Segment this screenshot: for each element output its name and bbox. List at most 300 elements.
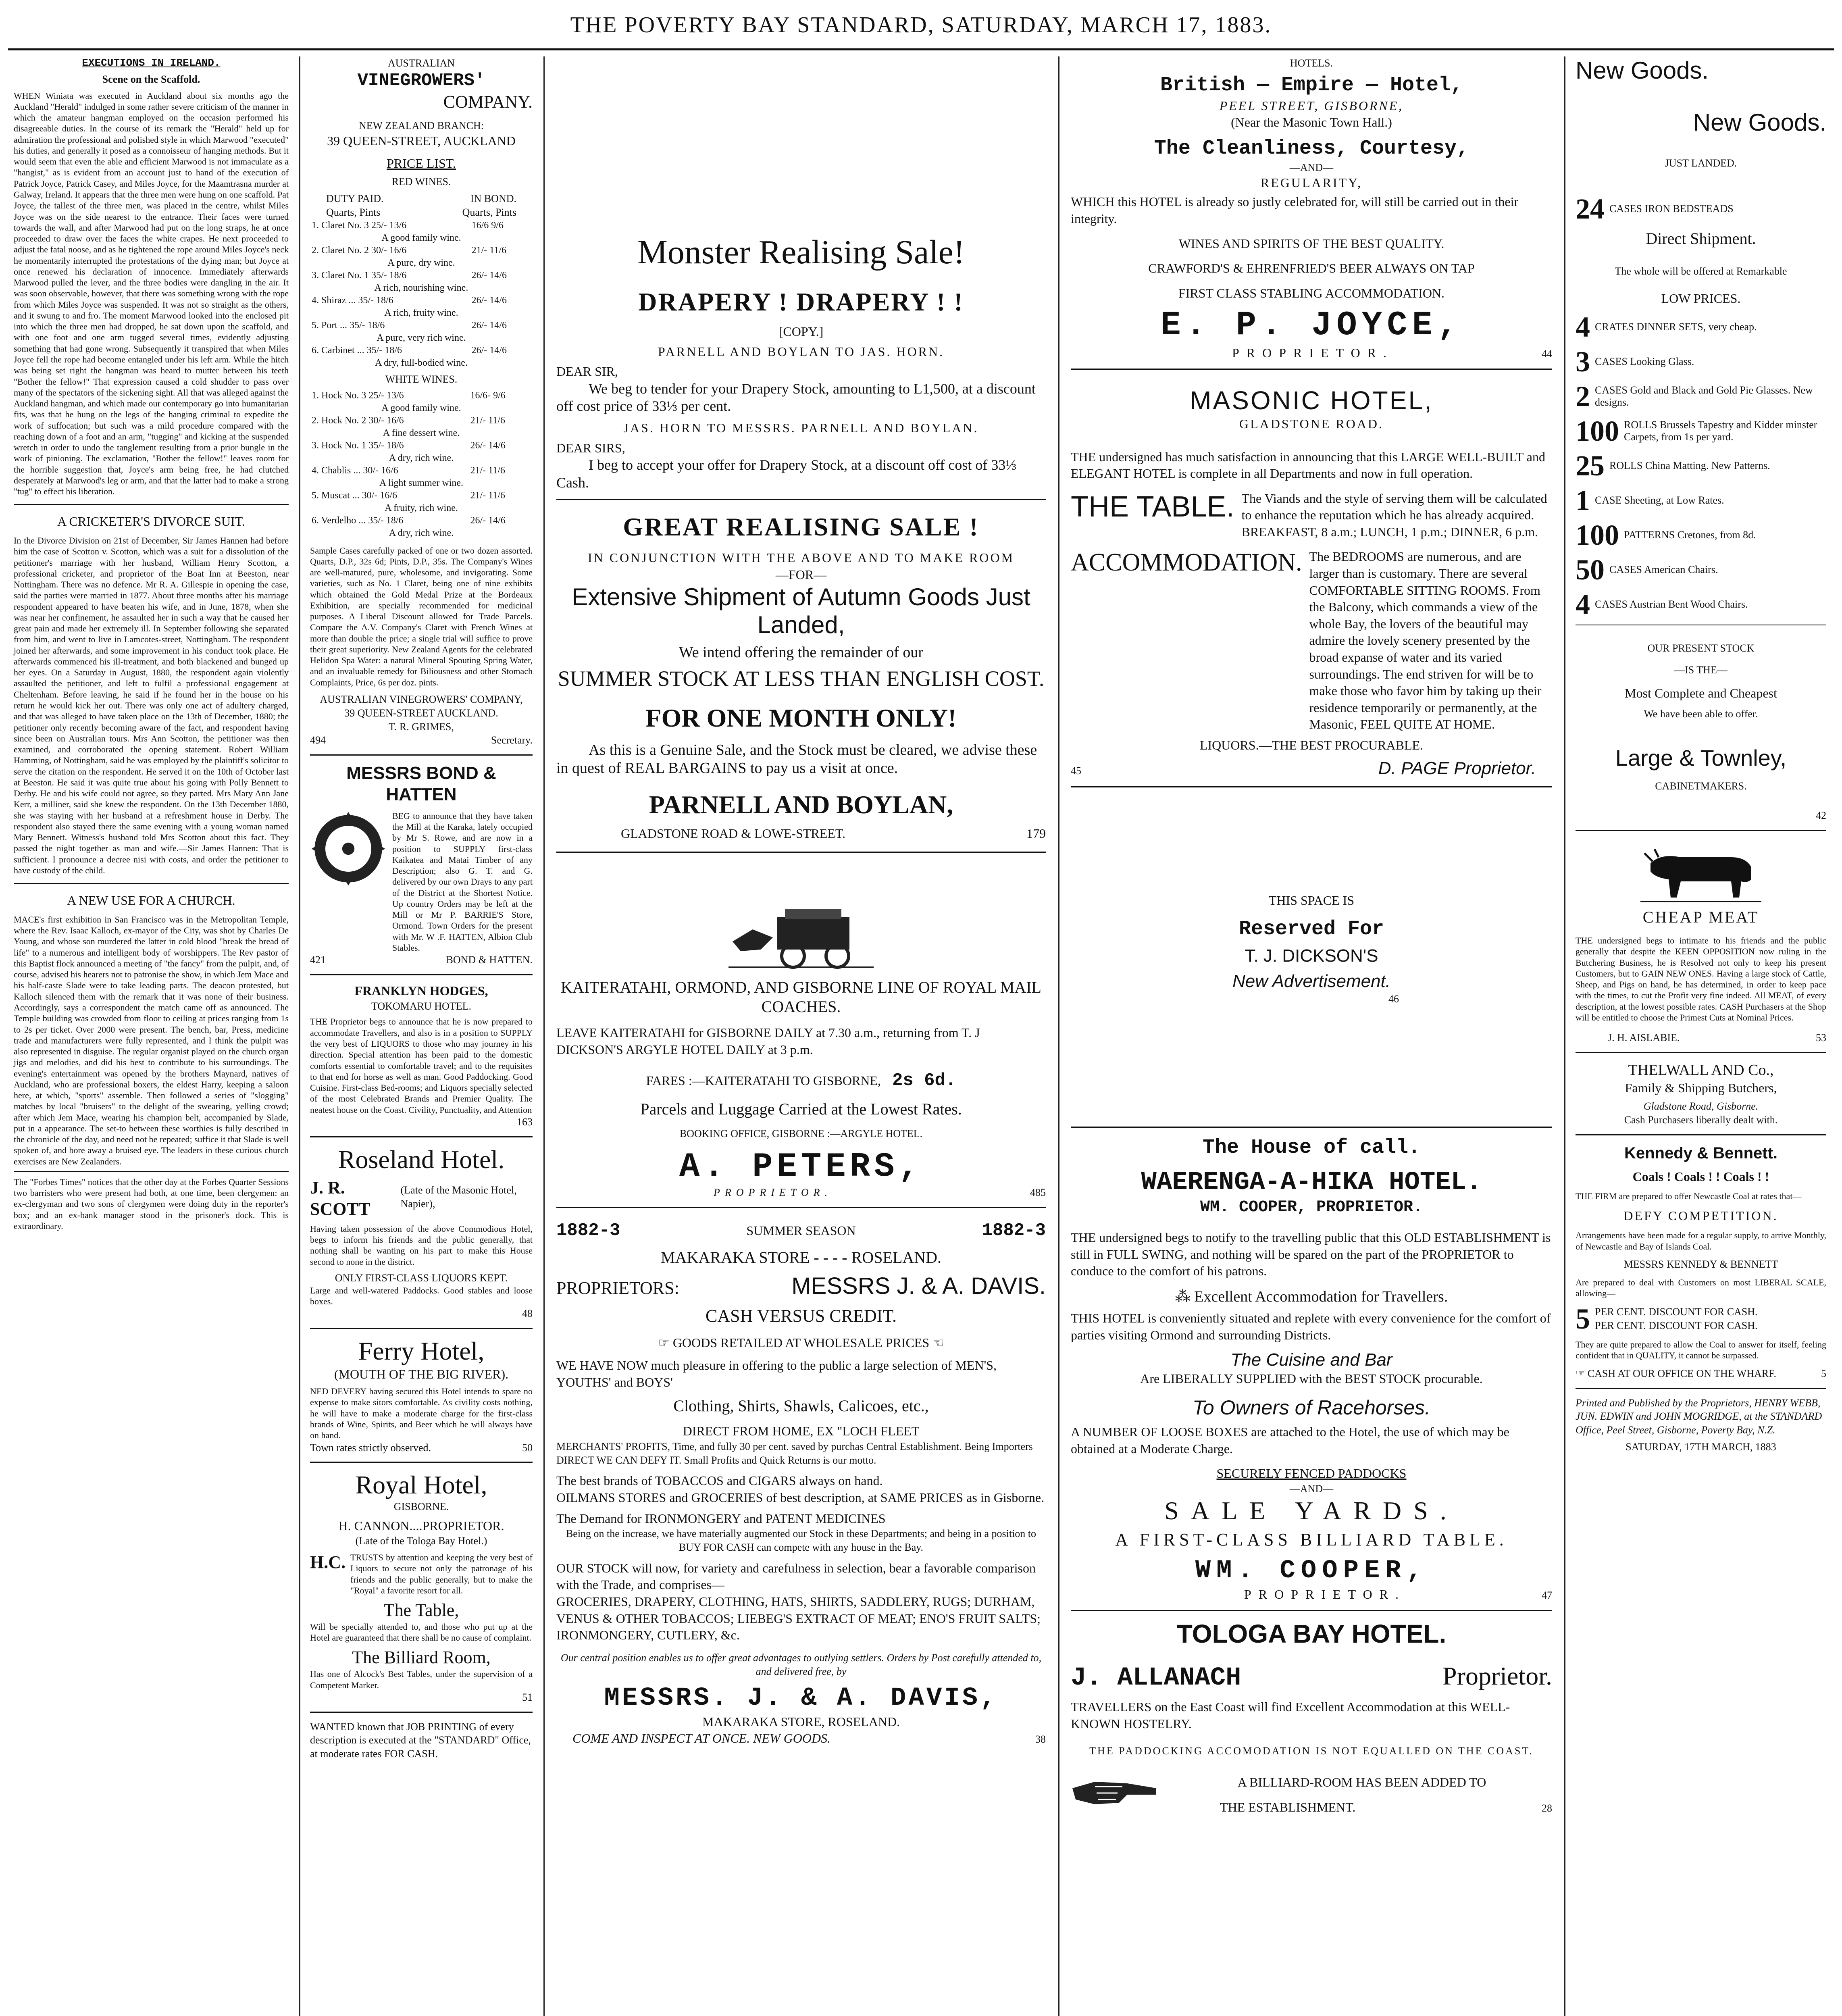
letter1-head: PARNELL AND BOYLAN TO JAS. HORN. (658, 344, 945, 359)
divorce-title: A CRICKETER'S DIVORCE SUIT. (57, 514, 245, 529)
divider (14, 504, 289, 505)
page-footer (1071, 758, 1552, 779)
parnell-address: GLADSTONE ROAD & LOWE-STREET. (621, 826, 845, 841)
reserved-for: Reserved For (1238, 918, 1384, 941)
table-row (310, 257, 533, 269)
divider (14, 1171, 289, 1172)
ferry-footer (310, 1441, 533, 1455)
divider (1071, 1610, 1552, 1611)
item-count: 24 (1576, 192, 1605, 225)
table-row (310, 427, 533, 439)
we-have: WE HAVE NOW much pleasure in offering to the public a large selection of MEN'S, YOUTHS' and BOYS' (556, 1358, 997, 1389)
loose-boxes: A NUMBER OF LOOSE BOXES are attached to the Hotel, the use of which may be obtained at a Moderate Charge. (1071, 1424, 1509, 1456)
cooper-name: WM. COOPER, (1195, 1556, 1428, 1585)
cuisine-bar: The Cuisine and Bar (1230, 1350, 1392, 1370)
wine-desc: A fruity, rich wine. (385, 502, 458, 513)
vine-branch: NEW ZEALAND BRANCH: (358, 120, 484, 132)
column-rule (1564, 56, 1565, 2016)
dear-sir: DEAR SIR, (556, 364, 618, 379)
just-landed: JUST LANDED. (1665, 157, 1737, 169)
table-body: The Viands and the style of serving them will be calculated to enhance the reputation which he has already acquired. BREAKFAST, 8 a.m.; LUNCH, 1 p.m.; DINNER, 6 p.m. (1241, 491, 1547, 539)
parcels: Parcels and Luggage Carried at the Lowest Rates. (640, 1100, 962, 1118)
office (1576, 1367, 1776, 1381)
establishment-row (1172, 1799, 1552, 1816)
column-rule (543, 56, 545, 2016)
table-row (310, 332, 533, 344)
fares (556, 1070, 1046, 1091)
summer-stock: SUMMER STOCK AT LESS THAN ENGLISH COST. (558, 666, 1045, 691)
discount-line: PER CENT. DISCOUNT FOR CASH. (1595, 1306, 1758, 1318)
tobacco: The best brands of TOBACCOS and CIGARS always on hand. (556, 1473, 883, 1488)
aislabie-footer (1576, 1031, 1826, 1045)
discount-lines (1595, 1305, 1758, 1333)
ad-number: 44 (1542, 348, 1552, 360)
item-desc: CASE Sheeting, at Low Rates. (1595, 494, 1724, 506)
peters-footer (556, 1186, 1046, 1200)
list-item (1576, 555, 1826, 584)
house-of-call: The House of call. (1202, 1136, 1421, 1160)
masonic-body: THE undersigned has much satisfaction in announcing that this LARGE WELL-BUILT and ELEGANT HOTEL is complete in all Departments and now in full operation. (1071, 449, 1545, 481)
table-row (310, 282, 533, 294)
our-stock: OUR STOCK will now, for variety and carefulness in selection, bear a favorable comparison with the Trade, and comprises— (556, 1560, 1036, 1592)
wine-desc: A dry, rich wine. (389, 452, 454, 463)
royal-title: Royal Hotel, (355, 1470, 487, 1500)
wine-name: 3. Hock No. 1 35/- 18/6 (312, 440, 404, 451)
cleanliness: The Cleanliness, Courtesy, (1154, 137, 1469, 160)
ad-number: 42 (1816, 810, 1826, 822)
red-wines: RED WINES. (391, 176, 451, 188)
wine-name: 4. Shiraz ... 35/- 18/6 (312, 295, 393, 306)
wine-bond: 21/- 11/6 (470, 415, 505, 426)
messrs-kb: MESSRS KENNEDY & BENNETT (1623, 1258, 1778, 1270)
royal-hc-block (310, 1552, 533, 1596)
clothing: Clothing, Shirts, Shawls, Calicoes, etc., (673, 1397, 929, 1415)
royal-hc: H.C. (310, 1552, 346, 1572)
item-count: 100 (1576, 519, 1619, 552)
fares-price: 2s 6d. (892, 1070, 956, 1091)
season-right: 1882-3 (982, 1220, 1046, 1241)
joyce-proprietor: PROPRIETOR. (1232, 345, 1394, 360)
wine-bond: 26/- 14/6 (471, 270, 507, 281)
ad-number: 45 (1071, 764, 1081, 777)
cabinetmakers: CABINETMAKERS. (1655, 780, 1747, 792)
roseland-proprietor (310, 1177, 533, 1220)
quarts-pints-label: Quarts, Pints (462, 206, 516, 218)
hand-pointer-icon: ☞ (1576, 1367, 1588, 1379)
bond-sign: BOND & HATTEN. (446, 954, 533, 966)
demand-body: Being on the increase, we have materially augmented our Stock in these Departments; and being in a position to BUY FOR CASH can compete with any house in the Bay. (566, 1528, 1037, 1553)
divider (310, 1328, 533, 1329)
racehorses: To Owners of Racehorses. (1192, 1396, 1431, 1419)
travellers: TRAVELLERS on the East Coast will find Excellent Accommodation at this WELL-KNOWN HOSTELRY. (1071, 1699, 1510, 1731)
ad-number: 421 (310, 954, 326, 966)
gladstone-road: Gladstone Road, Gisborne. (1643, 1100, 1759, 1112)
oilmans: OILMANS STORES and GROCERIES of best description, at SAME PRICES as in Gisborne. (556, 1490, 1045, 1505)
direct-from-home: DIRECT FROM HOME, EX "LOCH FLEET (683, 1424, 920, 1439)
direct-shipment: Direct Shipment. (1646, 229, 1756, 248)
table-row (310, 477, 533, 489)
ferry-rates: Town rates strictly observed. (310, 1441, 431, 1454)
present-stock: OUR PRESENT STOCK (1647, 642, 1755, 654)
large-townley: Large & Townley, (1615, 745, 1787, 771)
proprietors-label: PROPRIETORS: (556, 1278, 679, 1298)
proprietors-row (556, 1273, 1046, 1300)
british-title: British — Empire — Hotel, (1160, 73, 1463, 97)
peters-proprietor: PROPRIETOR. (714, 1187, 832, 1199)
wine-name: 5. Muscat ... 30/- 16/6 (312, 490, 397, 501)
wine-bond: 21/- 11/6 (471, 245, 507, 256)
wine-desc: A dry, rich wine. (389, 527, 454, 538)
franklyn-subtitle: TOKOMARU HOTEL. (371, 1000, 471, 1012)
wine-name: 3. Claret No. 1 35/- 18/6 (312, 270, 407, 281)
peters-name: A. PETERS, (679, 1148, 923, 1186)
ad-number: 51 (522, 1691, 533, 1703)
wine-desc: A fine dessert wine. (383, 427, 460, 438)
quite-body: They are quite prepared to allow the Coal to answer for itself, feeling confident that in QUALITY, it cannot be surpassed. (1576, 1339, 1826, 1361)
accommodation-block (1071, 548, 1552, 733)
wine-bond: 21/- 11/6 (470, 465, 505, 476)
hand-pointer-icon: ☞ (658, 1335, 673, 1350)
divider (1071, 369, 1552, 370)
item-count: 3 (1576, 346, 1590, 378)
divider (556, 852, 1046, 853)
wine-desc: A pure, very rich wine. (377, 332, 466, 343)
cash-purchasers: Cash Purchasers liberally dealt with. (1624, 1114, 1778, 1126)
executions-subtitle: Scene on the Scaffold. (102, 73, 200, 85)
is-the: —IS THE— (1674, 664, 1728, 676)
page-proprietor: D. PAGE Proprietor. (1378, 758, 1536, 778)
joyce-footer (1071, 345, 1552, 362)
excellent (1071, 1288, 1552, 1306)
wine-name: 1. Claret No. 3 25/- 13/6 (312, 220, 407, 231)
new-goods-1: New Goods. (1576, 57, 1709, 84)
roseland-title: Roseland Hotel. (338, 1145, 505, 1174)
davis-name: MESSRS. J. & A. DAVIS, (604, 1684, 998, 1713)
which-hotel: WHICH this HOTEL is already so justly celebrated for, will still be carried out in their integrity. (1071, 194, 1519, 226)
column-2 (300, 56, 542, 2016)
ad-number: 163 (517, 1116, 533, 1128)
fares-label: FARES :—KAITERATAHI TO GISBORNE, (646, 1073, 881, 1088)
sale-yards: SALE YARDS. (1164, 1496, 1459, 1525)
executions-title: EXECUTIONS IN IRELAND. (82, 57, 221, 69)
franklyn-body: THE Proprietor begs to announce that he is now prepared to accommodate Travellers, and also is in a position to SUPPLY the very best of LIQUORS to those who may journey in his direction. Special attention has been paid to the domestic comforts essential to comfortable travel; and to the requisites to that end for horse as well as man. Good Paddocking. Good Cuisine. First-class Bed-rooms; and Liquors specially selected of the most Celebrated Brands and Premier Quality. The neatest house on the Coast. Civility, Punctuality, and Attention (310, 1016, 533, 1115)
table-row (310, 414, 533, 427)
item-count: 100 (1576, 415, 1619, 448)
royal-table-body: Will be specially attended to, and those who put up at the Hotel are guaranteed that there shall be no cause of complaint. (310, 1621, 533, 1643)
mail-coach-icon (728, 901, 874, 970)
divider (14, 883, 289, 884)
table-row (310, 269, 533, 282)
list-item (1576, 312, 1826, 342)
billiard-room-block (1071, 1774, 1552, 1816)
vine-title: VINEGROWERS' (357, 70, 485, 91)
roseland-only: ONLY FIRST-CLASS LIQUORS KEPT. (335, 1272, 508, 1284)
table-row (310, 402, 533, 414)
dickson: T. J. DICKSON'S (1245, 946, 1378, 966)
stabling: FIRST CLASS STABLING ACCOMMODATION. (1178, 285, 1445, 300)
coals: Coals ! Coals ! ! Coals ! ! (1632, 1169, 1769, 1184)
drapery-title: DRAPERY ! DRAPERY ! ! (638, 287, 964, 317)
ad-number: 179 (1026, 826, 1046, 841)
billiard-room: A BILLIARD-ROOM HAS BEEN ADDED TO (1237, 1775, 1486, 1790)
davis-address: MAKARAKA STORE, ROSELAND. (702, 1714, 900, 1729)
roseland-name: J. R. SCOTT (310, 1178, 370, 1219)
liquors: LIQUORS.—THE BEST PROCURABLE. (1199, 738, 1424, 753)
conjunction: IN CONJUNCTION WITH THE ABOVE AND TO MAKE ROOM (587, 550, 1015, 565)
goods-retailed-text: GOODS RETAILED AT WHOLESALE PRICES (672, 1335, 930, 1350)
vine-body: Sample Cases carefully packed of one or two dozen assorted. Quarts, D.P., 32s 6d; Pints, D.P., 35s. The Company's Wines are well-matured, pure, wholesome, and invigorating. Some varieties, such as No. 1 Claret, being one of nine exhibits which obtained the Gold Medal Prize at the Bordeaux Exhibition, are specially recommended for medicinal purposes. A Liberal Discount allowed for Trade Parcels. Compare the A.V. Company's Claret with French Wines at more than double the price; a single trial will suffice to prove their great superiority. New Zealand Agents for the celebrated Helidon Spa Water: a natural Mineral Spouting Spring Water, and an invaluable remedy for Biliousness and other Stomach Complaints, Price, 6s per doz. pints. (310, 545, 533, 687)
item-desc: ROLLS China Matting. New Patterns. (1609, 460, 1770, 472)
table-row (310, 502, 533, 514)
table-row (310, 489, 533, 502)
bull-icon (1640, 843, 1761, 904)
vine-title2: COMPANY. (443, 92, 533, 112)
bond-ad (310, 810, 533, 953)
defy-competition: DEFY COMPETITION. (1623, 1208, 1778, 1223)
wine-desc: A good family wine. (381, 402, 461, 413)
franklyn-title: FRANKLYN HODGES, (354, 983, 488, 998)
royal-subtitle: GISBORNE. (393, 1500, 449, 1512)
coach-body: LEAVE KAITERATAHI for GISBORNE DAILY at 7.30 a.m., returning from T. J DICKSON'S ARGYLE HOTEL DAILY at 3 p.m. (556, 1025, 980, 1057)
monster-title: Monster Realising Sale! (637, 233, 965, 271)
divider (556, 499, 1046, 500)
wine-bond: 26/- 14/6 (470, 515, 506, 526)
divider (1071, 1127, 1552, 1128)
roseland-body: Having taken possession of the above Commodious Hotel, begs to inform his friends and the public generally, that nothing shall be wanting on his part to make this House second to none in the district. (310, 1223, 533, 1267)
divider (1576, 1052, 1826, 1053)
wine-name: 2. Claret No. 2 30/- 16/6 (312, 245, 407, 256)
list-item (1576, 382, 1826, 411)
item-desc: CASES IRON BEDSTEADS (1609, 202, 1734, 215)
printed-by: Printed and Published by the Proprietors, HENRY WEBB, JUN. EDWIN and JOHN MOGRIDGE, at the STANDARD Office, Peel Street, Gisborne, Poverty Bay, N.Z. (1576, 1397, 1822, 1436)
quarts-pints-label: Quarts, Pints (326, 206, 381, 218)
table-block (1071, 490, 1552, 541)
wine-name: 4. Chablis ... 30/- 16/6 (312, 465, 398, 476)
discount-line: PER CENT. DISCOUNT FOR CASH. (1595, 1320, 1758, 1332)
thelwall: THELWALL AND Co., (1628, 1062, 1774, 1079)
liberally: Are LIBERALLY SUPPLIED with the BEST STOCK procurable. (1140, 1371, 1483, 1386)
wine-name: 6. Verdelho ... 35/- 18/6 (312, 515, 404, 526)
discount-count: 5 (1576, 1303, 1590, 1335)
goods-retailed (556, 1335, 1046, 1352)
discount-block (1576, 1304, 1826, 1333)
royal-table-title: The Table, (383, 1600, 459, 1620)
royal-billiard-body: Has one of Alcock's Best Tables, under the supervision of a Competent Marker. (310, 1669, 533, 1690)
ad-number: 5 (1821, 1367, 1826, 1379)
asterism-icon: ⁂ (1175, 1288, 1195, 1305)
and-label: —AND— (1289, 1483, 1334, 1495)
list-item (1576, 486, 1826, 515)
coach-title: KAITERATAHI, ORMOND, AND GISBORNE LINE OF ROYAL MAIL COACHES. (561, 978, 1041, 1016)
roseland-late: (Late of the Masonic Hotel, Napier), (400, 1184, 517, 1210)
accommodation-body: The BEDROOMS are numerous, and are larger than is customary. There are several COMFORTABLE SITTING ROOMS. From the Balcony, which commands a view of the whole Bay, the lovers of the beautiful may admire the lovely scenery presented by the broad expanse of water and its varied surroundings. The end striven for will be to make those who favor him by taking up their residence temporarily or permanently, at the Masonic, FEEL QUITE AT HOME. (1309, 549, 1542, 732)
wine-name: 6. Carbinet ... 35/- 18/6 (312, 345, 402, 356)
pointing-hand-icon (1071, 1777, 1159, 1813)
divider (310, 1712, 533, 1713)
aislabie-name: J. H. AISLABIE. (1608, 1032, 1680, 1044)
table-row (310, 389, 533, 402)
new-goods-2: New Goods. (1693, 109, 1826, 136)
divider (310, 1136, 533, 1137)
wanted-body: WANTED known that JOB PRINTING of every description is executed at the "STANDARD" Office, at moderate rates FOR CASH. (310, 1720, 531, 1760)
regularity: REGULARITY, (1260, 175, 1363, 190)
table-row (310, 439, 533, 452)
kennedy-bennett: Kennedy & Bennett. (1624, 1144, 1778, 1162)
cooper-proprietor-line: WM. COOPER, PROPRIETOR. (1200, 1198, 1423, 1216)
item-desc: CASES Gold and Black and Gold Pie Glasses. New designs. (1595, 384, 1813, 408)
church-title: A NEW USE FOR A CHURCH. (67, 893, 235, 908)
divider (1576, 1134, 1826, 1135)
in-bond: IN BOND. (470, 193, 516, 205)
table-row (310, 219, 533, 232)
royal-billiard-title: The Billiard Room, (352, 1647, 491, 1668)
allanach-row (1071, 1661, 1552, 1693)
publication-date: SATURDAY, 17TH MARCH, 1883 (1626, 1441, 1776, 1453)
space-is: THIS SPACE IS (1268, 893, 1355, 908)
divider (310, 1462, 533, 1463)
wine-desc: A rich, fruity wine. (384, 307, 458, 318)
table-row (310, 232, 533, 244)
come-inspect: COME AND INSPECT AT ONCE. NEW GOODS. (572, 1731, 831, 1746)
vine-address: 39 QUEEN-STREET, AUCKLAND (327, 133, 516, 148)
firm-body: THE FIRM are prepared to offer Newcastle Coal at rates that— (1576, 1191, 1802, 1202)
ad-number: 47 (1542, 1589, 1552, 1601)
the-table: THE TABLE. (1071, 490, 1234, 523)
item-count: 4 (1576, 588, 1590, 621)
meat-body: THE undersigned begs to intimate to his friends and the public generally that despite the KEEN OPPOSITION now ruling in the Butchering Business, he is Resolved not only to keep his present Customers, but to GAIN NEW ONES. Having a large stock of Cattle, Sheep, and Pigs on hand, he has determined, in order to keep pace with the times, to cut the Profit very fine indeed. All MEAT, of every description, at the lowest possible rates. CASH Purchasers at the Shop will be entitled to choose the Primest Cuts at Nominal Prices. (1576, 935, 1826, 1023)
conveniently: THIS HOTEL is conveniently situated and replete with every convenience for the comfort of parties visiting Ormond and surrounding Districts. (1071, 1311, 1551, 1342)
accommodation: ACCOMMODATION. (1071, 549, 1302, 577)
parnell-boylan: PARNELL AND BOYLAN, (649, 790, 953, 819)
table-row (310, 307, 533, 319)
list-item (1576, 194, 1826, 223)
ad-number: 38 (1035, 1733, 1046, 1745)
davis-footer (556, 1730, 1046, 1747)
excellent-text: Excellent Accommodation for Travellers. (1194, 1288, 1448, 1305)
one-month: FOR ONE MONTH ONLY! (645, 704, 957, 733)
dear-sirs: DEAR SIRS, (556, 440, 625, 455)
wine-desc: A pure, dry wine. (387, 257, 455, 268)
vine-secretary: Secretary. (491, 734, 533, 746)
wine-bond: 16/6- 9/6 (470, 390, 506, 401)
near-masonic: (Near the Masonic Town Hall.) (1231, 115, 1392, 130)
masonic-title: MASONIC HOTEL, (1190, 386, 1433, 415)
vine-footer (310, 733, 533, 747)
season-mid: SUMMER SEASON (746, 1223, 856, 1238)
price-list: PRICE LIST. (387, 156, 456, 171)
and-label: —AND— (1289, 161, 1334, 173)
vine-sign: AUSTRALIAN VINEGROWERS' COMPANY, (320, 694, 523, 706)
masonic-address: GLADSTONE ROAD. (1239, 416, 1384, 431)
ad-number: 494 (310, 734, 326, 746)
peel-street: PEEL STREET, GISBORNE, (1219, 98, 1404, 113)
table-row (310, 514, 533, 527)
quarts-pints (310, 206, 533, 219)
table-row (310, 357, 533, 369)
roseland-paddocks: Large and well-watered Paddocks. Good stables and loose boxes. (310, 1285, 533, 1306)
item-count: 25 (1576, 450, 1605, 482)
wine-bond: 26/- 14/6 (471, 295, 507, 306)
low-prices: LOW PRICES. (1661, 291, 1741, 306)
bond-body: BEG to announce that they have taken the Mill at the Karaka, lately occupied by Mr S. Rowe, and are now in a position to SUPPLY first-class Kaikatea and Matai Timber of any Description; also G. T. and G. delivered by our own Drays to any part of the District at the Shortest Notice. Up country Orders may be left at the Mill or Mr P. BARRIE'S Store, Ormond. Town Orders for the present with Mr. W .F. HATTEN, Albion Club Stables. (392, 810, 533, 953)
wine-bond: 26/- 14/6 (471, 345, 507, 356)
tologa-title: TOLOGA BAY HOTEL. (1176, 1619, 1447, 1649)
wine-bond: 26/- 14/6 (470, 440, 506, 451)
wine-bond: 21/- 11/6 (470, 490, 505, 501)
divider (1576, 830, 1826, 831)
office-row (1576, 1367, 1826, 1381)
column-3 (545, 56, 1057, 2016)
item-desc: CASES Austrian Bent Wood Chairs. (1595, 598, 1748, 610)
ferry-title: Ferry Hotel, (358, 1337, 485, 1365)
cash-credit: CASH VERSUS CREDIT. (706, 1306, 897, 1326)
parnell-footer (556, 825, 1046, 842)
central-position: Our central position enables us to offer great advantages to outlying settlers. Orders by Post carefully attended to, and delivered free, by (560, 1652, 1042, 1677)
column-1 (4, 56, 298, 2016)
list-item (1576, 590, 1826, 619)
hotels-label: HOTELS. (1290, 57, 1333, 69)
royal-proprietor: H. CANNON....PROPRIETOR. (338, 1518, 504, 1533)
merchants-profits: MERCHANTS' PROFITS, Time, and fully 30 per cent. saved by purchas Central Establishment. Being Importers DIRECT WE CAN DEFY IT. Small Profits and Quick Returns is our motto. (556, 1440, 1033, 1466)
extensive-shipment: Extensive Shipment of Autumn Goods Just Landed, (572, 583, 1030, 639)
price-columns (310, 192, 533, 206)
saw-blade-icon (310, 810, 387, 887)
ad-number: 50 (522, 1441, 533, 1454)
waerenga-body: THE undersigned begs to notify to the travelling public that this OLD ESTABLISHMENT is still in FULL SWING, and nothing will be spared on the part of the PROPRIETOR to conduce to the comfort of his patrons. (1071, 1230, 1551, 1279)
table-row (310, 527, 533, 539)
able-to-offer: We have been able to offer. (1644, 708, 1758, 720)
royal-late: (Late of the Tologa Bay Hotel.) (355, 1535, 487, 1547)
paddocking: THE PADDOCKING ACCOMODATION IS NOT EQUALLED ON THE COAST. (1089, 1745, 1534, 1757)
new-advertisement: New Advertisement. (1232, 971, 1391, 991)
deal-body: Are prepared to deal with Customers on most LIBERAL SCALE, allowing— (1576, 1277, 1826, 1298)
cheap-meat: CHEAP MEAT (1642, 908, 1759, 927)
establishment: THE ESTABLISHMENT. (1220, 1799, 1356, 1814)
season-left: 1882-3 (556, 1220, 620, 1241)
great-sale: GREAT REALISING SALE ! (623, 512, 979, 541)
joyce-name: E. P. JOYCE, (1160, 306, 1463, 345)
royal-body: TRUSTS by attention and keeping the very best of Liquors to secure not only the patronage of his friends and the public generally, but to make the "Royal" a favorite resort for all. (350, 1552, 533, 1595)
church-body: MACE's first exhibition in San Francisco was in the Metropolitan Temple, where the Rev. Isaac Kalloch, ex-mayor of the City, was shot by Charles De Young, and whose son murdered the latter in cold blood "break the bread of life" to a numerous and intelligent body of worshippers. The Rev pastor of this Baptist flock announced a meeting of "the fancy" from the pulpit, and, of course, advised his hearers not to patronise the show, in which Jem Mace and his half-caste Slade were to take leading parts. The deacon protested, but Kalloch silenced them with the remark that it was none of their business. Accordingly, says a correspondent the match came off as announced. The Temple building was crowded from floor to ceiling at prices ranging from 1s to 2s per ticket. Over 2000 were present. The bench, bar, Press, medicine trade and manufacturers were fully represented, and I think the pulpit was also represented in disguise. The regular organist played on the church organ jigs and melodies, and did his best to contribute to his surroundings. The evening's entertainment was opened by the brothers Maynard, natives of Auckland, who are professional boxers, the eldest Harry, keeping a saloon here, at which, "sports" assemble. Then followed a series of "slogging" matches by local "bruisers" to the delight of the swearing, yelling crowd; after which Jem Mace, wearing his champion belt, accompanied by Slade, put in a appearance. The set-to between these worthies is fully described in the chronicle of the day, and need not be repeated; suffice it that Slade is well spoken of, and bore away a bruised eye. The leaders in these curious church exercises are New Zealanders. (14, 914, 289, 1166)
wine-name: 2. Hock No. 2 30/- 16/6 (312, 415, 404, 426)
crawford-beer: CRAWFORD'S & EHRENFRIED'S BEER ALWAYS ON TAP (1148, 261, 1475, 276)
genuine-sale: As this is a Genuine Sale, and the Stock must be cleared, we advise these in quest of REAL BARGAINS to pay us a visit at once. (556, 741, 1037, 777)
ad-number: 48 (522, 1308, 533, 1320)
item-count: 2 (1576, 380, 1590, 413)
white-wines: WHITE WINES. (385, 373, 458, 385)
family-butchers: Family & Shipping Butchers, (1625, 1080, 1777, 1095)
ad-number: 46 (1388, 993, 1399, 1005)
groceries: GROCERIES, DRAPERY, CLOTHING, HATS, SHIRTS, SADDLERY, RUGS; DURHAM, VENUS & OTHER TOBACCOS; LIEBEG'S EXTRACT OF MEAT; ENO'S FRUIT SALTS; IRONMONGERY, CUTLERY, &c. (556, 1594, 1041, 1643)
table-row (310, 294, 533, 307)
masthead-rule (8, 48, 1834, 50)
list-item (1576, 451, 1826, 480)
bond-title: MESSRS BOND & HATTEN (346, 763, 496, 804)
item-count: 50 (1576, 554, 1605, 586)
cooper-proprietor: PROPRIETOR. (1244, 1587, 1406, 1602)
most-complete: Most Complete and Cheapest (1625, 685, 1777, 700)
ad-number: 53 (1816, 1032, 1826, 1044)
ad-number: 28 (1542, 1802, 1552, 1814)
item-count: 4 (1576, 311, 1590, 344)
divider (1071, 786, 1552, 787)
wine-name: 5. Port ... 35/- 18/6 (312, 320, 385, 331)
vine-sign-address: 39 QUEEN-STREET AUCKLAND. (344, 707, 498, 719)
billiard-room-text (1172, 1774, 1552, 1816)
bond-footer (310, 953, 533, 967)
divider (310, 974, 533, 975)
item-desc: CASES American Chairs. (1609, 564, 1718, 576)
